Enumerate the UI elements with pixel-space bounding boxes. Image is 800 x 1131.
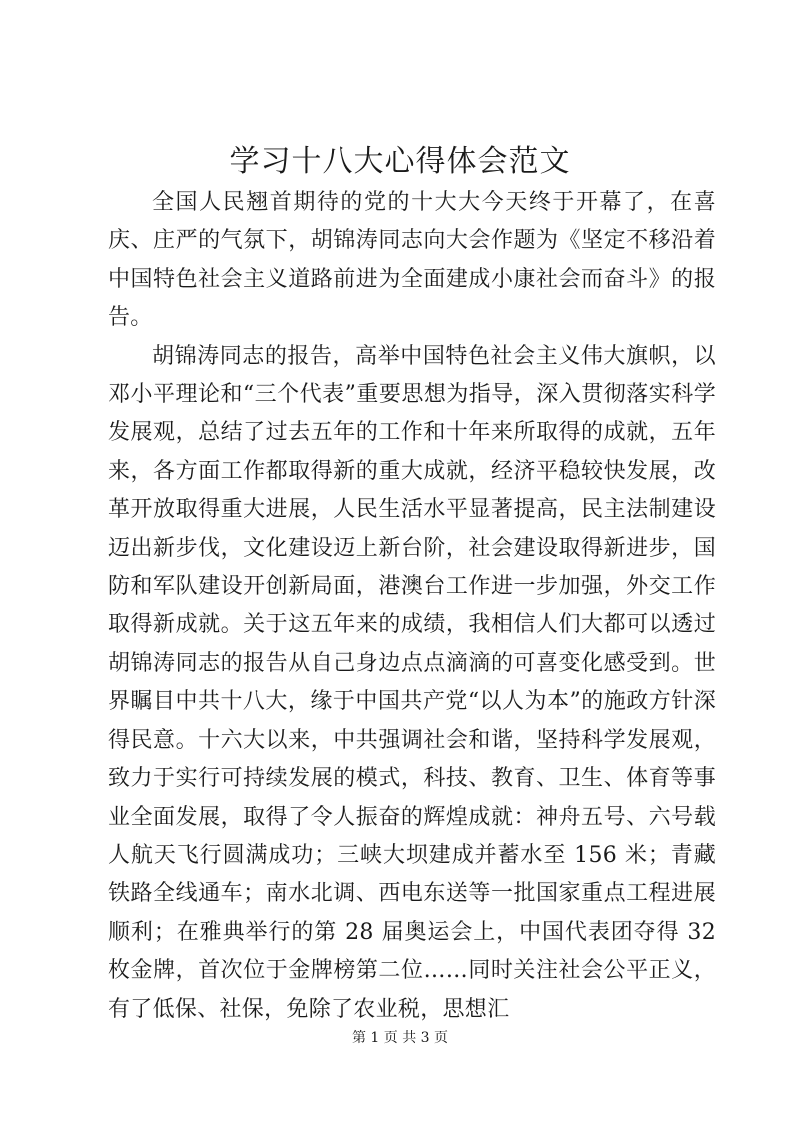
paragraph-2: 胡锦涛同志的报告，高举中国特色社会主义伟大旗帜，以邓小平理论和“三个代表”重要思想为指导，深入贯彻落实科学发展观，总结了过去五年的工作和十年来所取得的成就，五年来，各方面工作都取得新的重大成就，经济平稳较快发展，改革开放取得重大进展，人民生活水平显著提高，民主法制建设迈出新步伐，文化建设迈上新台阶，社会建设取得新进步，国防和军队建设开创新局面，港澳台工作进一步加强，外交工作取得新成就。关于这五年来的成绩，我相信人们大都可以透过胡锦涛同志的报告从自己身边点点滴滴的可喜变化感受到。世界瞩目中共十八大，缘于中国共产党“以人为本”的施政方针深得民意。十六大以来，中共强调社会和谐，坚持科学发展观，致力于实行可持续发展的模式，科技、教育、卫生、体育等事业全面发展，取得了令人振奋的辉煌成就：神舟五号、六号载人航天飞行圆满成功；三峡大坝建成并蓄水至 156 米；青藏铁路全线通车；南水北调、西电东送等一批国家重点工程进展顺利；在雅典举行的第 28 届奥运会上，中国代表团夺得 32 枚金牌，首次位于金牌榜第二位……同时关注社会公平正义，有了低保、社保，免除了农业税，思想汇 — [108, 343, 716, 1022]
paragraph-1: 全国人民翘首期待的党的十大大今天终于开幕了，在喜庆、庄严的气氛下，胡锦涛同志向大会作题为《坚定不移沿着中国特色社会主义道路前进为全面建成小康社会而奋斗》的报告。 — [108, 190, 716, 331]
page-number-footer: 第 1 页 共 3 页 — [351, 1030, 449, 1046]
document-title: 学习十八大心得体会范文 — [229, 144, 571, 179]
document-body — [108, 184, 716, 1029]
